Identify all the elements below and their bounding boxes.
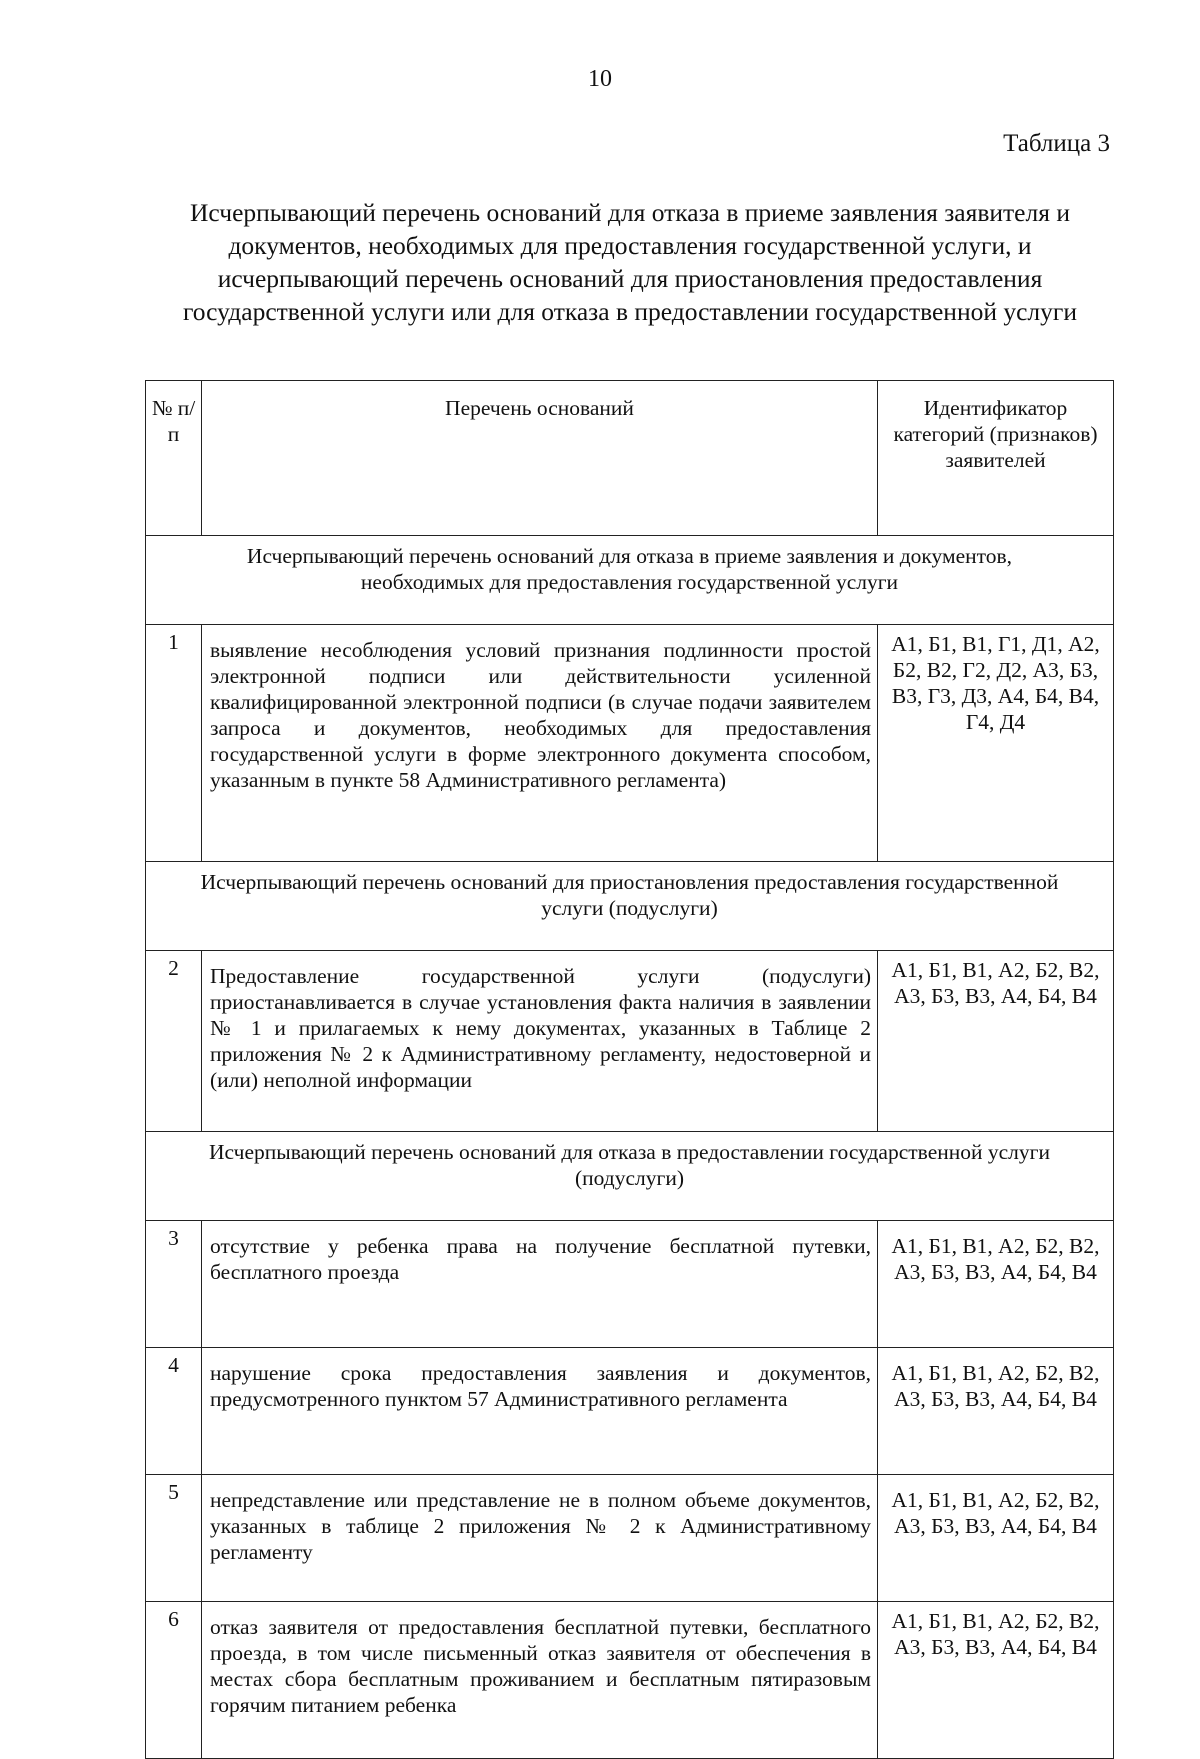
row-ground-text: Предоставление государственной услуги (подуслуги) приостанавливается в случае установления факта наличия в заявлении № 1 и прилагаемых к нему документах, указанных в Таблице 2 приложения № 2 к Административному регламенту, недостоверной и (или) неполной информации xyxy=(202,951,878,1132)
section-title-refusal-acceptance: Исчерпывающий перечень оснований для отказа в приеме заявления и документов, необходимых для предоставления государственной услуги xyxy=(146,536,1114,625)
row-ground-text: отсутствие у ребенка права на получение бесплатной путевки, бесплатного проезда xyxy=(202,1221,878,1348)
row-applicant-ids: А1, Б1, В1, Г1, Д1, А2, Б2, В2, Г2, Д2, А3, Б3, В3, Г3, Д3, А4, Б4, В4, Г4, Д4 xyxy=(878,625,1114,862)
row-ground-text: отказ заявителя от предоставления бесплатной путевки, бесплатного проезда, в том числе письменный отказ заявителя от обеспечения в местах сбора бесплатным проживанием и бесплатным пятиразовым горячим питанием ребенка xyxy=(202,1602,878,1759)
header-applicant-ids: Идентификатор категорий (признаков) заявителей xyxy=(878,381,1114,536)
row-number: 4 xyxy=(146,1348,202,1475)
table-row xyxy=(146,1348,1114,1475)
row-number: 2 xyxy=(146,951,202,1132)
table-row xyxy=(146,1221,1114,1348)
table-row xyxy=(146,625,1114,862)
row-ground-text: выявление несоблюдения условий признания подлинности простой электронной подписи или действительности усиленной квалифицированной электронной подписи (в случае подачи заявителем запроса и документов, необходимых для предоставления государственной услуги в форме электронного документа способом, указанным в пункте 58 Административного регламента) xyxy=(202,625,878,862)
section-title-refusal-service: Исчерпывающий перечень оснований для отказа в предоставлении государственной услуги (подуслуги) xyxy=(146,1132,1114,1221)
row-number: 3 xyxy=(146,1221,202,1348)
table-row xyxy=(146,1602,1114,1759)
table-row xyxy=(146,951,1114,1132)
document-title: Исчерпывающий перечень оснований для отказа в приеме заявления заявителя и документов, необходимых для предоставления государственной услуги, и исчерпывающий перечень оснований для приостановления предоставления государственной услуги или для отказа в предоставлении государственной услуги xyxy=(182,198,1078,326)
section-row xyxy=(146,1132,1114,1221)
row-number: 5 xyxy=(146,1475,202,1602)
row-applicant-ids: А1, Б1, В1, А2, Б2, В2, А3, Б3, В3, А4, Б4, В4 xyxy=(878,1475,1114,1602)
row-applicant-ids: А1, Б1, В1, А2, Б2, В2, А3, Б3, В3, А4, Б4, В4 xyxy=(878,1602,1114,1759)
row-applicant-ids: А1, Б1, В1, А2, Б2, В2, А3, Б3, В3, А4, Б4, В4 xyxy=(878,1348,1114,1475)
grounds-table xyxy=(145,380,1114,1759)
header-number: № п/п xyxy=(146,381,202,536)
section-row xyxy=(146,862,1114,951)
section-row xyxy=(146,536,1114,625)
table-row xyxy=(146,1475,1114,1602)
section-title-suspension: Исчерпывающий перечень оснований для приостановления предоставления государственной услуги (подуслуги) xyxy=(146,862,1114,951)
row-number: 1 xyxy=(146,625,202,862)
row-ground-text: нарушение срока предоставления заявления и документов, предусмотренного пунктом 57 Административного регламента xyxy=(202,1348,878,1475)
page-number: 10 xyxy=(588,66,612,92)
row-ground-text: непредставление или представление не в полном объеме документов, указанных в таблице 2 приложения № 2 к Административному регламенту xyxy=(202,1475,878,1602)
table-header-row xyxy=(146,381,1114,536)
header-grounds: Перечень оснований xyxy=(202,381,878,536)
row-applicant-ids: А1, Б1, В1, А2, Б2, В2, А3, Б3, В3, А4, Б4, В4 xyxy=(878,951,1114,1132)
table-label: Таблица 3 xyxy=(1003,130,1110,157)
row-applicant-ids: А1, Б1, В1, А2, Б2, В2, А3, Б3, В3, А4, Б4, В4 xyxy=(878,1221,1114,1348)
row-number: 6 xyxy=(146,1602,202,1759)
